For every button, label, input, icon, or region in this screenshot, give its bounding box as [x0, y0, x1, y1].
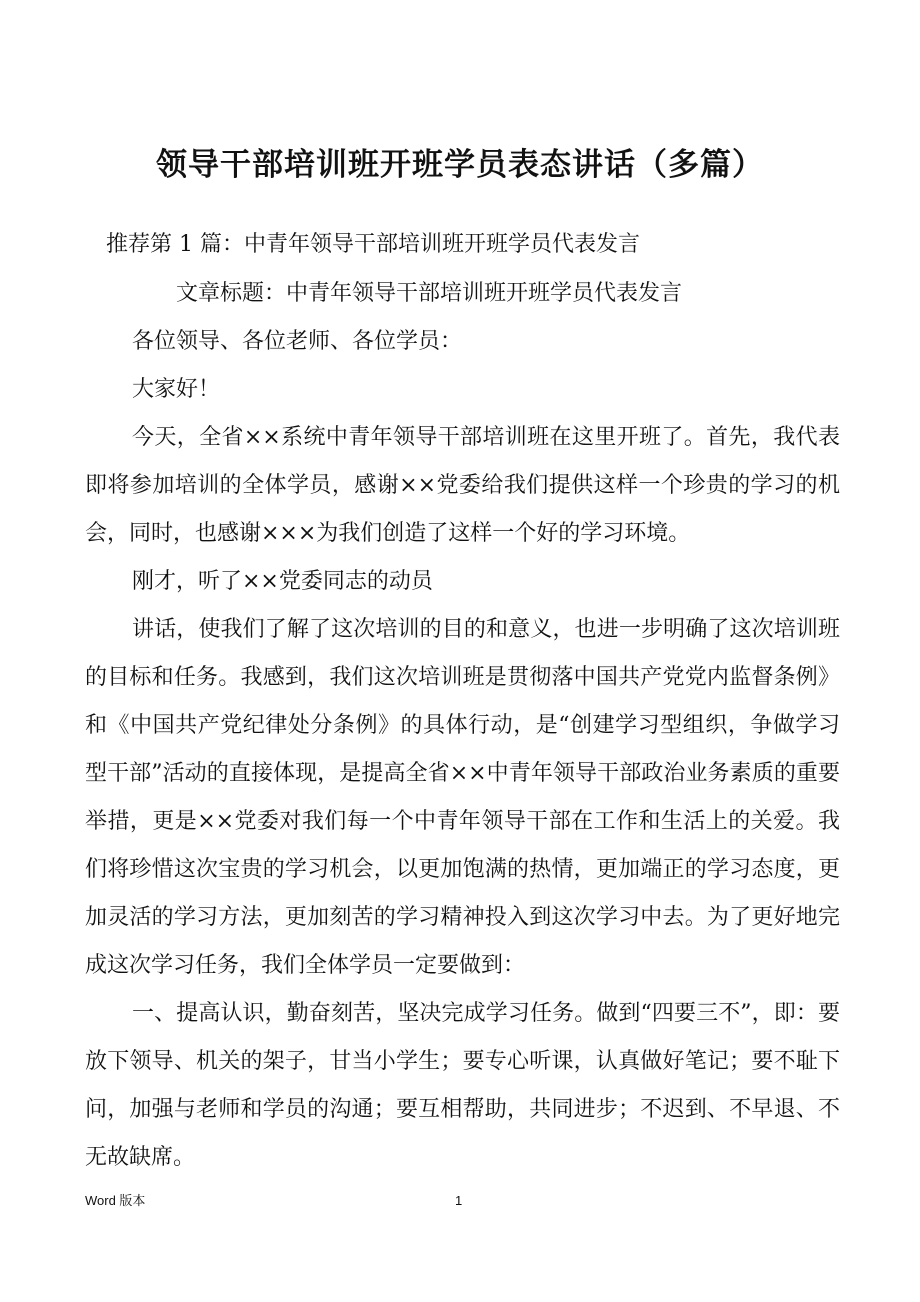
salutation-line: 各位领导、各位老师、各位学员： — [132, 329, 463, 354]
document-title: 领导干部培训班开班学员表态讲话（多篇） — [156, 147, 764, 183]
paragraph-speech-body: 讲话，使我们了解了这次培训的目的和意义，也进一步明确了这次培训班的目标和任务。我感到，我们这次培训班是贯彻落中国共产党党内监督条例》和《中国共产党纪律处分条例》的具体行动，是“创建学习型组织，争做学习型干部”活动的直接体现，是提高全省××中青年领导干部政治业务素质的重要举措，更是××党委对我们每一个中青年领导干部在工作和生活上的关爱。我们将珍惜这次宝贵的学习机会，以更加饱满的热情，更加端正的学习态度，更加灵活的学习方法，更加刻苦的学习精神投入到这次学习中去。为了更好地完成这次学习任务，我们全体学员一定要做到： — [85, 617, 840, 978]
paragraph-point-one: 一、提高认识，勤奋刻苦，坚决完成学习任务。做到“四要三不”，即：要放下领导、机关的架子，甘当小学生；要专心听课，认真做好笔记；要不耻下问，加强与老师和学员的沟通；要互相帮助，共同进步；不迟到、不早退、不无故缺席。 — [85, 1001, 840, 1170]
greeting-line: 大家好！ — [132, 377, 221, 402]
paragraph-mobilization: 刚才，听了××党委同志的动员 — [132, 569, 433, 594]
footer-page-number: 1 — [455, 1193, 463, 1208]
article-title-line: 文章标题：中青年领导干部培训班开班学员代表发言 — [176, 281, 683, 306]
paragraph-opening: 今天，全省××系统中青年领导干部培训班在这里开班了。首先，我代表即将参加培训的全体学员，感谢××党委给我们提供这样一个珍贵的学习的机会，同时，也感谢×××为我们创造了这样一个好的学习环境。 — [85, 425, 840, 546]
footer-word-version-label: Word 版本 — [85, 1193, 146, 1208]
recommend-line: 推荐第 1 篇：中青年领导干部培训班开班学员代表发言 — [106, 232, 640, 257]
